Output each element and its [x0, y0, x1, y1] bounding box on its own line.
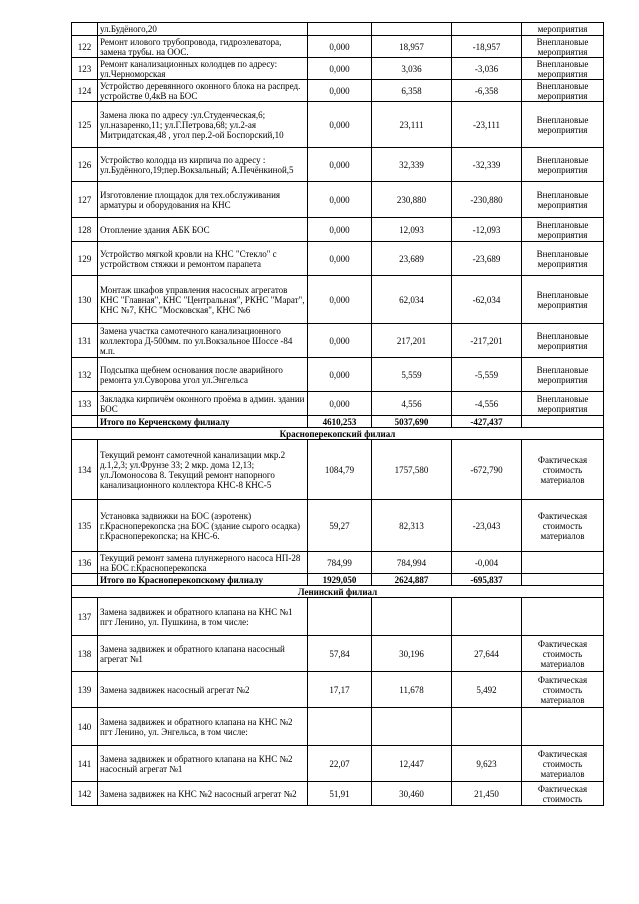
- table-row: [72, 80, 604, 102]
- table-body: [72, 23, 604, 806]
- planned-cost: 784,99: [308, 552, 372, 574]
- actual-cost: 217,201: [372, 324, 452, 358]
- row-number: 124: [72, 80, 98, 102]
- work-description: Устройство мягкой кровли на КНС "Стекло" с устройством стяжки и ремонтом парапета: [98, 242, 308, 276]
- row-note: Фактическая стоимость материалов: [522, 746, 604, 782]
- work-description: Итого по Керченскому филиалу: [98, 416, 308, 428]
- work-description: Подсыпка щебнем основания после аварийного ремонта ул.Суворова угол ул.Энгельса: [98, 358, 308, 392]
- actual-cost: 18,957: [372, 36, 452, 58]
- actual-cost: 784,994: [372, 552, 452, 574]
- planned-cost: 0,000: [308, 102, 372, 148]
- work-description: Ремонт канализационных колодцев по адресу: ул.Черноморская: [98, 58, 308, 80]
- work-description: Замена задвижек и обратного клапана на КНС №1 пгт Ленино, ул. Пушкина, в том числе:: [98, 598, 308, 636]
- table-row: [72, 324, 604, 358]
- work-description: Изготовление площадок для тех.обслуживания арматуры и оборудования на КНС: [98, 182, 308, 218]
- row-note: Фактическая стоимость материалов: [522, 440, 604, 500]
- work-description: Замена люка по адресу :ул.Студенческая,6; ул.назаренко,11; ул.Г.Петрова,68; ул.2-ая Митридатская,48 , угол пер.2-ой Боспорский,10: [98, 102, 308, 148]
- row-note: Внеплановые мероприятия: [522, 242, 604, 276]
- row-note: Фактическая стоимость материалов: [522, 500, 604, 552]
- table-row: [72, 636, 604, 672]
- row-note: Фактическая стоимость: [522, 782, 604, 806]
- table-row: [72, 552, 604, 574]
- row-note: Внеплановые мероприятия: [522, 218, 604, 242]
- section-header-row: [72, 586, 604, 598]
- section-title: Красноперекопский филиал: [72, 428, 604, 440]
- work-description: Монтаж шкафов управления насосных агрегатов КНС "Главная", КНС "Центральная", РКНС "Марат", КНС №7, КНС "Московская", КНС №6: [98, 276, 308, 324]
- actual-cost: [372, 598, 452, 636]
- planned-cost: [308, 598, 372, 636]
- row-note: Внеплановые мероприятия: [522, 102, 604, 148]
- row-number: 122: [72, 36, 98, 58]
- actual-cost: 11,678: [372, 672, 452, 708]
- row-note: Фактическая стоимость материалов: [522, 636, 604, 672]
- work-description: Текущий ремонт замена плунжерного насоса НП-28 на БОС г.Красноперекопска: [98, 552, 308, 574]
- planned-cost: 0,000: [308, 392, 372, 416]
- work-description: Закладка кирпичём оконного проёма в админ. здании БОС: [98, 392, 308, 416]
- work-description: Замена задвижек и обратного клапана на КНС №2 пгт Ленино, ул. Энгельса, в том числе:: [98, 708, 308, 746]
- row-note: Внеплановые мероприятия: [522, 324, 604, 358]
- section-title: Ленинский филиал: [72, 586, 604, 598]
- deviation: -3,036: [452, 58, 522, 80]
- planned-cost: 0,000: [308, 58, 372, 80]
- row-number: 128: [72, 218, 98, 242]
- planned-cost: 0,000: [308, 276, 372, 324]
- actual-cost: 30,460: [372, 782, 452, 806]
- table-row: [72, 148, 604, 182]
- planned-cost: [308, 23, 372, 36]
- deviation: 21,450: [452, 782, 522, 806]
- table-row: [72, 58, 604, 80]
- actual-cost: 32,339: [372, 148, 452, 182]
- row-number: 141: [72, 746, 98, 782]
- row-note: Внеплановые мероприятия: [522, 58, 604, 80]
- table-row: [72, 276, 604, 324]
- deviation: 27,644: [452, 636, 522, 672]
- deviation: -6,358: [452, 80, 522, 102]
- deviation: -23,111: [452, 102, 522, 148]
- deviation: 9,623: [452, 746, 522, 782]
- actual-cost: 5,559: [372, 358, 452, 392]
- table-row: [72, 708, 604, 746]
- table-row: [72, 102, 604, 148]
- row-number: 135: [72, 500, 98, 552]
- actual-cost: 12,093: [372, 218, 452, 242]
- table-row: [72, 746, 604, 782]
- row-number: [72, 23, 98, 36]
- work-description: Замена задвижек и обратного клапана на КНС №2 насосный агрегат №1: [98, 746, 308, 782]
- deviation: -12,093: [452, 218, 522, 242]
- planned-cost: 0,000: [308, 218, 372, 242]
- row-note: Внеплановые мероприятия: [522, 392, 604, 416]
- planned-cost: 0,000: [308, 182, 372, 218]
- actual-cost: 82,313: [372, 500, 452, 552]
- work-description: Текущий ремонт самотечной канализации мкр.2 д.1,2,3; ул.Фрунзе 33; 2 мкр. дома 12,13; ул.Ломоносова 8. Текущий ремонт напорного канализационного коллектора КНС-8 КНС-5: [98, 440, 308, 500]
- planned-cost: 57,84: [308, 636, 372, 672]
- expense-table: [71, 22, 604, 806]
- planned-cost: 51,91: [308, 782, 372, 806]
- table-row: [72, 500, 604, 552]
- table-row: [72, 672, 604, 708]
- row-note: Внеплановые мероприятия: [522, 80, 604, 102]
- deviation: -32,339: [452, 148, 522, 182]
- table-row: [72, 218, 604, 242]
- planned-cost: 0,000: [308, 242, 372, 276]
- total-row: [72, 416, 604, 428]
- deviation: -5,559: [452, 358, 522, 392]
- table-row: [72, 598, 604, 636]
- deviation: -0,004: [452, 552, 522, 574]
- deviation: -4,556: [452, 392, 522, 416]
- planned-cost: 1084,79: [308, 440, 372, 500]
- planned-cost: 59,27: [308, 500, 372, 552]
- deviation: -62,034: [452, 276, 522, 324]
- work-description: Устройство деревянного оконного блока на распред. устройстве 0,4кВ на БОС: [98, 80, 308, 102]
- planned-cost: 0,000: [308, 80, 372, 102]
- table-row: [72, 358, 604, 392]
- section-header-row: [72, 428, 604, 440]
- row-number: 139: [72, 672, 98, 708]
- row-number: 142: [72, 782, 98, 806]
- row-note: Внеплановые мероприятия: [522, 148, 604, 182]
- deviation: -230,880: [452, 182, 522, 218]
- row-number: 134: [72, 440, 98, 500]
- row-note: [522, 598, 604, 636]
- table-row: [72, 782, 604, 806]
- actual-cost: 230,880: [372, 182, 452, 218]
- row-number: 140: [72, 708, 98, 746]
- deviation: [452, 23, 522, 36]
- row-number: 127: [72, 182, 98, 218]
- total-row: [72, 574, 604, 586]
- row-note: [522, 552, 604, 574]
- row-number: 129: [72, 242, 98, 276]
- actual-cost: 30,196: [372, 636, 452, 672]
- actual-cost: 62,034: [372, 276, 452, 324]
- work-description: Замена задвижек на КНС №2 насосный агрегат №2: [98, 782, 308, 806]
- table-row: [72, 23, 604, 36]
- work-description: ул.Будёного,20: [98, 23, 308, 36]
- planned-cost: 0,000: [308, 148, 372, 182]
- work-description: Итого по Красноперекопскому филиалу: [98, 574, 308, 586]
- table-row: [72, 36, 604, 58]
- actual-cost: 12,447: [372, 746, 452, 782]
- work-description: Ремонт илового трубопровода, гидроэлеватора, замена трубы. на ООС.: [98, 36, 308, 58]
- planned-cost: 4610,253: [308, 416, 372, 428]
- work-description: Устройство колодца из кирпича по адресу : ул.Будённого,19;пер.Вокзальный; А.Печёнкиной,5: [98, 148, 308, 182]
- row-note: Внеплановые мероприятия: [522, 358, 604, 392]
- row-note: [522, 708, 604, 746]
- row-number: 126: [72, 148, 98, 182]
- row-number: 131: [72, 324, 98, 358]
- table-row: [72, 182, 604, 218]
- actual-cost: 1757,580: [372, 440, 452, 500]
- deviation: [452, 598, 522, 636]
- deviation: -672,790: [452, 440, 522, 500]
- deviation: -695,837: [452, 574, 522, 586]
- row-note: мероприятия: [522, 23, 604, 36]
- table-row: [72, 242, 604, 276]
- deviation: [452, 708, 522, 746]
- row-number: 137: [72, 598, 98, 636]
- deviation: -427,437: [452, 416, 522, 428]
- row-note: [522, 416, 604, 428]
- planned-cost: 0,000: [308, 324, 372, 358]
- row-number: 123: [72, 58, 98, 80]
- actual-cost: 4,556: [372, 392, 452, 416]
- actual-cost: 5037,690: [372, 416, 452, 428]
- actual-cost: 23,111: [372, 102, 452, 148]
- row-number: 138: [72, 636, 98, 672]
- actual-cost: 23,689: [372, 242, 452, 276]
- planned-cost: 17,17: [308, 672, 372, 708]
- planned-cost: 0,000: [308, 36, 372, 58]
- table-row: [72, 440, 604, 500]
- deviation: -23,689: [452, 242, 522, 276]
- actual-cost: 2624,887: [372, 574, 452, 586]
- row-number: [72, 416, 98, 428]
- deviation: 5,492: [452, 672, 522, 708]
- row-number: 133: [72, 392, 98, 416]
- table-row: [72, 392, 604, 416]
- row-number: 130: [72, 276, 98, 324]
- work-description: Замена задвижек насосный агрегат №2: [98, 672, 308, 708]
- row-note: Внеплановые мероприятия: [522, 36, 604, 58]
- work-description: Установка задвижки на БОС (аэротенк) г.Красноперекопска ;на БОС (здание сырого осадка) г.Красноперекопска; на КНС-6.: [98, 500, 308, 552]
- planned-cost: 0,000: [308, 358, 372, 392]
- deviation: -18,957: [452, 36, 522, 58]
- planned-cost: [308, 708, 372, 746]
- row-number: [72, 574, 98, 586]
- actual-cost: 6,358: [372, 80, 452, 102]
- deviation: -23,043: [452, 500, 522, 552]
- row-number: 125: [72, 102, 98, 148]
- row-note: Фактическая стоимость материалов: [522, 672, 604, 708]
- work-description: Замена задвижек и обратного клапана насосный агрегат №1: [98, 636, 308, 672]
- work-description: Отопление здания АБК БОС: [98, 218, 308, 242]
- document-page: [71, 22, 603, 806]
- actual-cost: [372, 708, 452, 746]
- deviation: -217,201: [452, 324, 522, 358]
- actual-cost: [372, 23, 452, 36]
- actual-cost: 3,036: [372, 58, 452, 80]
- planned-cost: 1929,050: [308, 574, 372, 586]
- work-description: Замена участка самотечного канализационного коллектора Д-500мм. по ул.Вокзальное Шоссе -84 м.п.: [98, 324, 308, 358]
- row-note: Внеплановые мероприятия: [522, 276, 604, 324]
- row-note: [522, 574, 604, 586]
- row-number: 136: [72, 552, 98, 574]
- row-number: 132: [72, 358, 98, 392]
- planned-cost: 22,07: [308, 746, 372, 782]
- row-note: Внеплановые мероприятия: [522, 182, 604, 218]
